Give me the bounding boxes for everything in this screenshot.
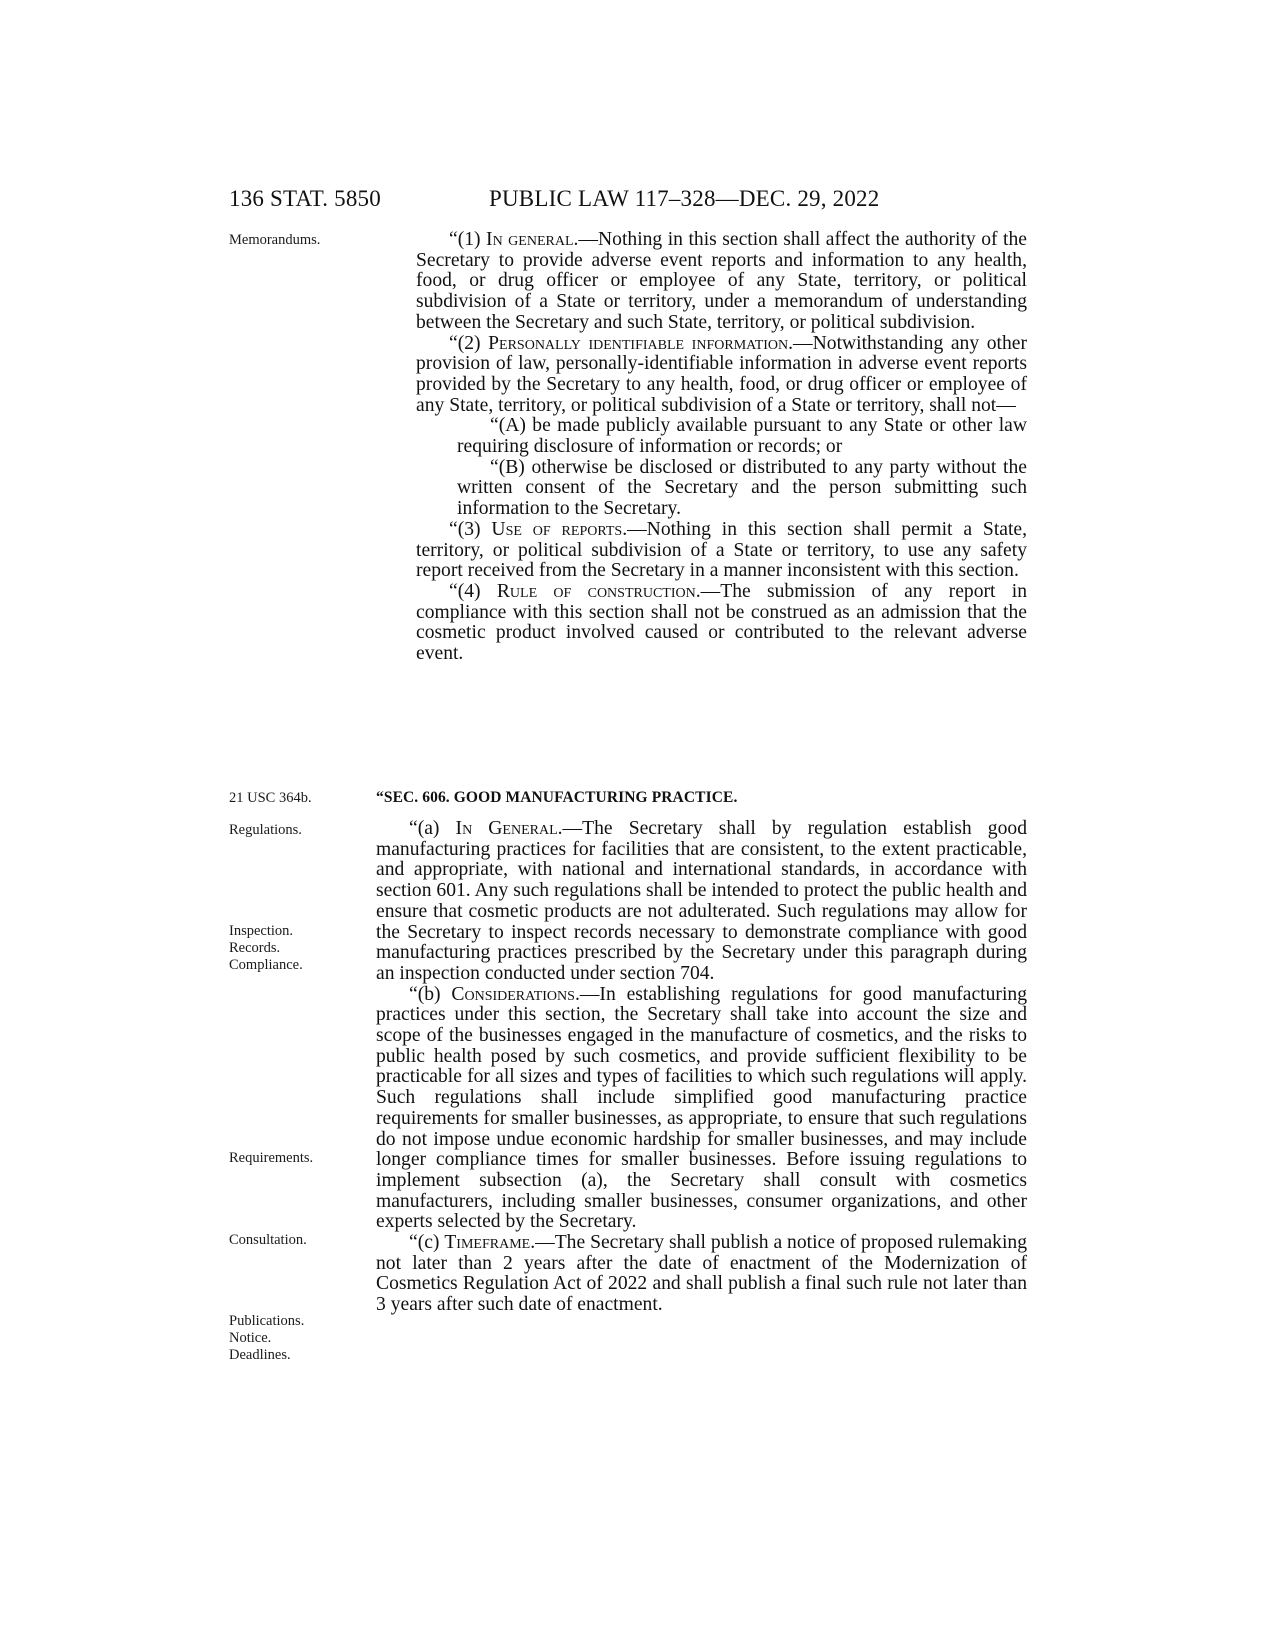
subsection-c-prefix: “(c) (409, 1232, 445, 1254)
public-law-title: PUBLIC LAW 117–328—DEC. 29, 2022 (489, 186, 880, 211)
subsection-b-prefix: “(b) (409, 983, 452, 1005)
paragraph-4-text: .—The submission of any report in compliance with this section shall not be construed as an admission that the cosmetic product involved caused or contributed to the relevant adverse event. (416, 580, 1027, 665)
subparagraph-b: “(B) otherwise be disclosed or distributed to any party without the written consent of the Secretary and the person submitting such information to the Secretary. (457, 456, 1027, 520)
paragraph-4-prefix: “(4) (449, 580, 497, 602)
section-text-lower (376, 819, 1027, 1316)
subsection-c-heading: Timeframe (444, 1232, 531, 1254)
subsection-c (376, 1233, 1027, 1316)
subsection-a (376, 819, 1027, 985)
paragraph-3-heading: Use of reports (491, 518, 623, 540)
subsection-c-text: .—The Secretary shall publish a notice of proposed rulemaking not later than 2 years after the date of enactment of the Modernization of Cosmetics Regulation Act of 2022 and shall publish a final such rule not later than 3 years after such date of enactment. (376, 1232, 1027, 1316)
margin-note-memorandums: Memorandums. (229, 232, 321, 248)
margin-note-inspection: Inspection. (229, 923, 294, 939)
paragraph-3-prefix: “(3) (449, 518, 492, 540)
running-header (0, 186, 1275, 216)
paragraph-4 (416, 582, 1027, 665)
subsection-a-text: .—The Secretary shall by regulation establish good manufacturing practices for facilities that are consistent, to the extent practicable, and appropriate, with national and international standards, in accordance with section 601. Any such regulations shall be intended to protect the public health and ensure that cosmetic products are not adulterated. Such regulations may allow for the Secretary to inspect records necessary to demonstrate compliance with good manufacturing practices prescribed by the Secretary under this paragraph during an inspection conducted under section 704. (376, 818, 1027, 984)
paragraph-2-heading: Personally identifiable information (488, 332, 789, 354)
subsection-text-upper (416, 230, 1027, 665)
margin-note-usc: 21 USC 364b. (229, 790, 312, 806)
subparagraph-a: “(A) be made publicly available pursuant to any State or other law requiring disclosure of information or records; or (457, 415, 1027, 458)
paragraph-4-heading: Rule of construction (496, 580, 696, 602)
margin-note-group-inspection (229, 923, 303, 974)
margin-note-deadlines: Deadlines. (229, 1347, 291, 1363)
paragraph-2-prefix: “(2) (449, 332, 489, 354)
paragraph-1 (416, 230, 1027, 334)
margin-note-notice: Notice. (229, 1330, 272, 1346)
paragraph-3-text: .—Nothing in this section shall permit a State, territory, or political subdivision of a State or territory, to use any safety report received from the Secretary in a manner inconsistent with this section. (416, 518, 1027, 582)
margin-note-publications: Publications. (229, 1313, 305, 1329)
statute-page-number: 136 STAT. 5850 (229, 186, 381, 211)
subsection-b-heading: Considerations (451, 983, 575, 1005)
subsection-b (376, 985, 1027, 1233)
subsection-b-text: .—In establishing regulations for good manufacturing practices under this section, the Secretary shall take into account the size and scope of the businesses engaged in the manufacture of cosmetics, and the risks to public health posed by such cosmetics, and provide sufficient flexibility to be practicable for all sizes and types of facilities to which such regulations will apply. Such regulations shall include simplified good manufacturing practice requirements for smaller businesses, as appropriate, to ensure that such regulations do not impose undue economic hardship for smaller businesses, and may include longer compliance times for smaller businesses. Before issuing regulations to implement subsection (a), the Secretary shall consult with cosmetics manufacturers, including smaller businesses, consumer organizations, and other experts selected by the Secretary. (376, 983, 1027, 1233)
margin-note-consultation: Consultation. (229, 1232, 307, 1248)
paragraph-1-prefix: “(1) (449, 229, 487, 250)
margin-note-requirements: Requirements. (229, 1150, 314, 1166)
paragraph-1-text: .—Nothing in this section shall affect the authority of the Secretary to provide adverse event reports and information to any health, food, or drug officer or employee of any State, territory, or political subdivision of a State or territory, under a memorandum of understanding between the Secretary and such State, territory, or political subdivision. (416, 229, 1027, 333)
paragraph-3 (416, 520, 1027, 582)
subsection-a-heading: In General (455, 818, 558, 839)
margin-note-compliance: Compliance. (229, 957, 303, 973)
paragraph-2-text: .—Notwithstanding any other provision of law, personally-identifiable information in adverse event reports provided by the Secretary to any health, food, or drug officer or employee of any State, territory, or political subdivision of a State or territory, shall not— (416, 332, 1027, 416)
margin-note-records: Records. (229, 940, 281, 956)
subsection-a-prefix: “(a) (409, 818, 456, 839)
margin-note-regulations: Regulations. (229, 822, 302, 838)
section-heading: “SEC. 606. GOOD MANUFACTURING PRACTICE. (376, 789, 738, 806)
paragraph-2 (416, 334, 1027, 417)
margin-note-group-publications (229, 1313, 304, 1364)
paragraph-1-heading: In general (486, 229, 574, 250)
